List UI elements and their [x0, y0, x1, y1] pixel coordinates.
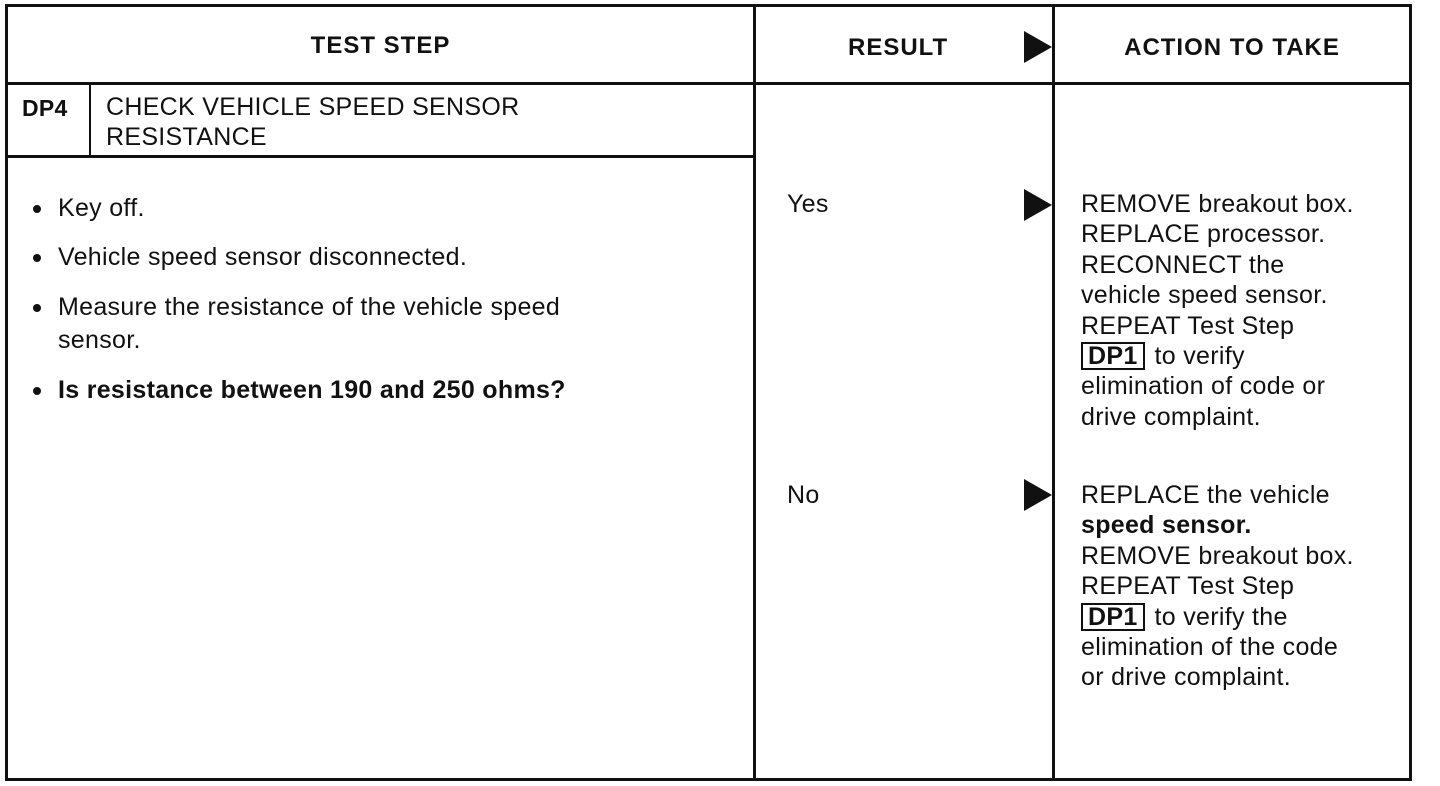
bullet-dot [33, 254, 41, 262]
result-no-label: No [787, 481, 820, 509]
action-yes-line: to verify [1154, 342, 1245, 371]
action-no-line: or drive complaint. [1081, 663, 1291, 692]
table-left-border [5, 4, 8, 781]
bullet-key-off: Key off. [58, 194, 145, 222]
bullet-question: Is resistance between 190 and 250 ohms? [58, 376, 566, 404]
header-arrow-icon [1024, 31, 1052, 63]
action-yes-line: drive complaint. [1081, 402, 1261, 431]
header-action-to-take: ACTION TO TAKE [1124, 34, 1340, 61]
action-no-ref-line [1081, 602, 1354, 632]
action-yes [1081, 189, 1354, 432]
table-top-border [5, 4, 1412, 7]
action-yes-line: vehicle speed sensor. [1081, 281, 1328, 310]
action-no-line: speed sensor. [1081, 511, 1252, 540]
step-reference-dp1[interactable]: DP1 [1081, 603, 1145, 631]
step-title-line-2: RESISTANCE [106, 123, 267, 151]
action-no-line: to verify the [1154, 602, 1288, 631]
column-divider-test-result [753, 4, 756, 781]
bullet-measure-resistance-line-2: sensor. [58, 326, 141, 354]
bullet-dot [33, 387, 41, 395]
action-yes-ref-line [1081, 341, 1354, 371]
action-yes-line: REMOVE breakout box. [1081, 190, 1354, 218]
result-yes-label: Yes [787, 190, 829, 218]
action-yes-line: REPEAT Test Step [1081, 311, 1295, 340]
action-no-line: elimination of the code [1081, 633, 1339, 662]
bullet-measure-resistance-line-1: Measure the resistance of the vehicle speed [58, 293, 561, 321]
result-no-arrow-icon [1024, 479, 1052, 511]
header-test-step: TEST STEP [310, 32, 451, 59]
action-yes-line: RECONNECT the [1081, 250, 1285, 279]
column-divider-result-action [1052, 4, 1055, 781]
action-no-line: REMOVE breakout box. [1081, 541, 1354, 570]
header-divider [5, 82, 1412, 85]
step-id: DP4 [22, 95, 68, 121]
action-no-line: REPLACE the vehicle [1081, 481, 1330, 509]
step-reference-dp1[interactable]: DP1 [1081, 342, 1145, 370]
table-right-border [1409, 4, 1412, 781]
header-result: RESULT [848, 34, 949, 61]
bullet-sensor-disconnected: Vehicle speed sensor disconnected. [58, 243, 468, 271]
result-yes-arrow-icon [1024, 189, 1052, 221]
step-title-line-1: CHECK VEHICLE SPEED SENSOR [106, 93, 520, 121]
action-yes-line: REPLACE processor. [1081, 220, 1326, 249]
bullet-dot [33, 205, 41, 213]
action-no-line: REPEAT Test Step [1081, 572, 1295, 601]
action-no [1081, 480, 1354, 693]
action-yes-line: elimination of code or [1081, 372, 1326, 401]
table-bottom-border [5, 778, 1412, 781]
bullet-dot [33, 304, 41, 312]
step-id-divider [89, 84, 91, 157]
step-title-divider [5, 155, 756, 158]
